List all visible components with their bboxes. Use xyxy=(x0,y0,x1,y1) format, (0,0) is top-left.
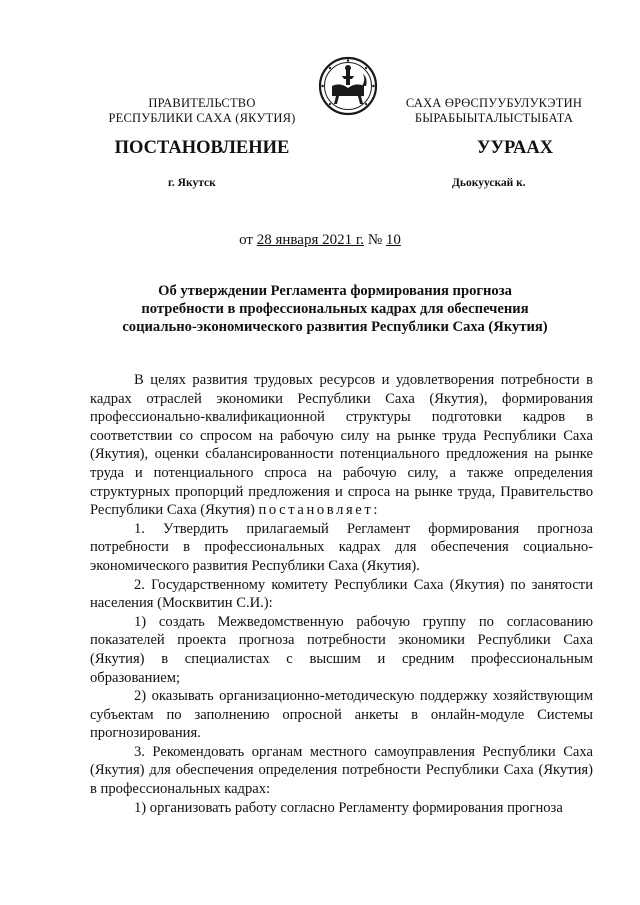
government-name-russian xyxy=(98,96,306,126)
paragraph-preamble xyxy=(90,371,593,520)
government-name-line: РЕСПУБЛИКИ САХА (ЯКУТИЯ) xyxy=(108,111,296,125)
document-number: 10 xyxy=(385,232,401,248)
document-body xyxy=(90,371,593,817)
paragraph-subitem-3-1: 1) организовать работу согласно Регламенту формирования прогноза xyxy=(134,799,563,816)
government-name-line: ПРАВИТЕЛЬСТВО xyxy=(148,96,256,110)
preamble-text: В целях развития трудовых ресурсов и удовлетворения потребности в кадрах отраслей экономики Республики Саха (Якутия), формирования профессионально-квалификационной структуры подготовки кадров в соответствии со спросом на рабочую силу на рынке труда Республики Саха (Якутия), оценки сбалансированности потенциального предложения на рынке труда и потенциального спроса на рабочую силу, а также определения структурных пропорций предложения и спроса на рынке труда, Правительство Республики Саха (Якутия) xyxy=(90,372,593,519)
paragraph-item-2: 2. Государственному комитету Республики Саха (Якутия) по занятости населения (Москвитин С.И.): xyxy=(90,576,593,612)
document-type-russian: ПОСТАНОВЛЕНИЕ xyxy=(114,138,290,158)
title-line: потребности в профессиональных кадрах для обеспечения xyxy=(141,301,529,317)
title-line: социально-экономического развития Республики Саха (Якутия) xyxy=(122,319,548,335)
document-date: 28 января 2021 г. xyxy=(256,232,365,248)
city-yakut: Дьокуускай к. xyxy=(452,177,526,189)
paragraph-subitem-2-1: 1) создать Межведомственную рабочую группу по согласованию показателей проекта прогноза потребности экономики Республики Саха (Якутия) в специалистах с высшим и средним профессиональным образованием; xyxy=(90,613,593,686)
date-prefix: от xyxy=(239,232,257,248)
paragraph-item-3: 3. Рекомендовать органам местного самоуправления Республики Саха (Якутия) для обеспечения определения потребности Республики Саха (Якутия) в профессиональных кадрах: xyxy=(90,743,593,798)
number-label: № xyxy=(364,232,386,248)
government-name-line: САХА ӨРӨСПУУБУЛУКЭТИН xyxy=(405,96,583,110)
decree-word: постановляет: xyxy=(258,502,380,519)
city-russian: г. Якутск xyxy=(168,177,216,189)
government-name-yakut xyxy=(390,96,598,126)
paragraph-subitem-2-2: 2) оказывать организационно-методическую поддержку хозяйствующим субъектам по заполнению опросной анкеты в онлайн-модуле Системы прогнозирования. xyxy=(90,688,593,742)
coat-of-arms-icon xyxy=(318,56,378,116)
date-and-number xyxy=(0,231,640,249)
title-line: Об утверждении Регламента формирования прогноза xyxy=(158,283,512,299)
government-name-line: БЫРАБЫЫТАЛЫСТЫБАТА xyxy=(414,111,574,125)
paragraph-item-1: 1. Утвердить прилагаемый Регламент формирования прогноза потребности в профессиональных кадрах для обеспечения социально-экономического развития Республики Саха (Якутия). xyxy=(90,520,593,574)
document-type-yakut: УУРААХ xyxy=(476,138,554,158)
document-title xyxy=(100,282,570,336)
